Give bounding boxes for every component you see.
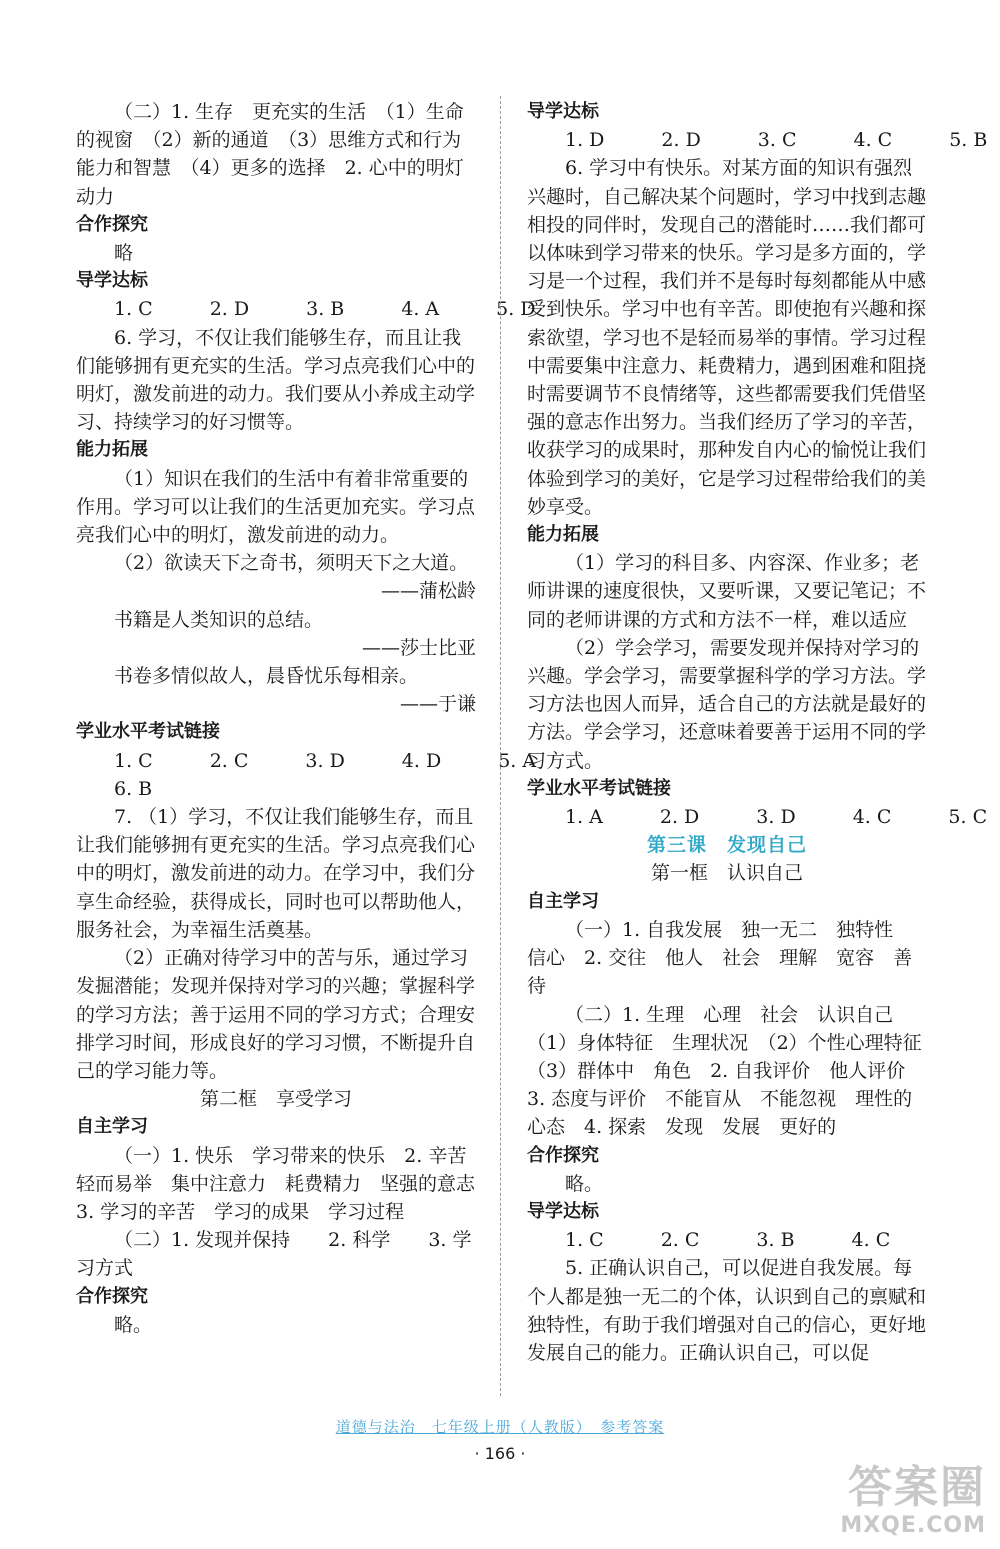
section-heading: 导学达标	[527, 101, 599, 122]
answer-paragraph: 书籍是人类知识的总结。	[114, 608, 324, 631]
answer-paragraph: （2）学会学习，需要发现并保持对学习的兴趣。学会学习，需要掌握科学的学习方法。学习方法也因人而异，适合自己的方法就是最好的方法。学会学习，还意味着要善于运用不同的学习方式。	[527, 636, 927, 772]
answer-paragraph: ——于谦	[399, 693, 476, 716]
answer-paragraph: 1. A 2. D 3. D 4. C 5. C	[565, 806, 988, 829]
answer-paragraph: （一）1. 自我发展 独一无二 独特性 信心 2. 交往 他人 社会 理解 宽容 善待	[527, 918, 913, 998]
answer-paragraph: （2）欲读天下之奇书，须明天下之大道。	[114, 552, 469, 575]
answer-paragraph: （1）学习的科目多、内容深、作业多；老师讲课的速度很快，又要听课，又要记笔记；不同的老师讲课的方式和方法不一样，难以适应	[527, 552, 927, 631]
answer-paragraph: 1. C 2. D 3. B 4. A 5. D	[114, 298, 536, 321]
footer	[0, 1416, 1000, 1437]
section-heading: 合作探究	[76, 1285, 148, 1307]
answer-paragraph: （1）知识在我们的生活中有着非常重要的作用。学习可以让我们的生活更加充实。学习点亮我们心中的明灯，激发前进的动力。	[76, 467, 476, 547]
answer-paragraph: 略。	[565, 1172, 604, 1195]
section-heading: 导学达标	[76, 270, 148, 292]
lesson-title: 第三课 发现自己	[646, 834, 807, 857]
section-heading: 能力拓展	[527, 524, 599, 546]
answer-paragraph: 6. 学习，不仅让我们能够生存，而且让我们能够拥有更充实的生活。学习点亮我们心中的明灯，激发前进的动力。我们要从小养成主动学习、持续学习的好习惯等。	[76, 326, 476, 434]
answer-paragraph: （二）1. 生存 更充实的生活 （1）生命的视窗 （2）新的通道 （3）思维方式和行为 能力和智慧 （4）更多的选择 2. 心中的明灯 动力	[76, 101, 483, 208]
answer-paragraph: 略	[114, 242, 134, 265]
answer-paragraph: 1. C 2. C 3. B 4. C	[565, 1229, 891, 1252]
section-heading: 导学达标	[527, 1200, 599, 1222]
section-heading: 学业水平考试链接	[527, 777, 671, 799]
section-heading: 自主学习	[527, 890, 599, 912]
footer-book-title: 道德与法治 七年级上册（人教版） 参考答案	[335, 1418, 665, 1436]
section-heading: 学业水平考试链接	[76, 721, 220, 743]
answer-paragraph: ——莎士比亚	[361, 636, 476, 659]
left-column	[76, 98, 537, 1339]
answer-paragraph: 5. 正确认识自己，可以促进自我发展。每个人都是独一无二的个体，认识到自己的禀赋和独特性，有助于我们增强对自己的信心，更好地发展自己的能力。正确认识自己，可以促	[527, 1257, 927, 1364]
watermark-line2: MXQE.COM	[840, 1513, 986, 1538]
section-subtitle: 第二框 享受学习	[199, 1088, 352, 1111]
answer-paragraph: 略。	[114, 1313, 153, 1336]
watermark-logo	[840, 1463, 986, 1539]
section-heading: 合作探究	[76, 213, 148, 235]
answer-paragraph: （一）1. 快乐 学习带来的快乐 2. 辛苦 轻而易举 集中注意力 耗费精力 坚强的意志 3. 学习的辛苦 学习的成果 学习过程	[76, 1144, 495, 1223]
answer-paragraph: （二）1. 发现并保持 2. 科学 3. 学习方式	[76, 1229, 472, 1280]
answer-paragraph: 6. 学习中有快乐。对某方面的知识有强烈兴趣时，自己解决某个问题时，学习中找到志趣相投的同伴时，发现自己的潜能时……我们都可以体味到学习带来的快乐。学习是多方面的，学习是一个过程，我们并不是每时每刻都能从中感受到快乐。学习中也有辛苦。即使抱有兴趣和探索欲望，学习也不是轻而易举的事情。学习过程中需要集中注意力、耗费精力，遇到困难和阻挠时需要调节不良情绪等，这些都需要我们凭借坚强的意志作出努力。当我们经历了学习的辛苦，收获学习的成果时，那种发自内心的愉悦让我们体验到学习的美好，它是学习过程带给我们的美妙享受。	[527, 157, 927, 518]
column-divider	[500, 96, 501, 1396]
answer-paragraph: ——蒲松龄	[380, 580, 476, 603]
watermark-line1: 答案圈	[848, 1462, 986, 1513]
answer-paragraph: 1. C 2. C 3. D 4. D 5. A	[114, 749, 537, 772]
answer-paragraph: （2）正确对待学习中的苦与乐，通过学习发掘潜能；发现并保持对学习的兴趣；掌握科学的学习方法；善于运用不同的学习方式；合理安排学习时间，形成良好的学习习惯，不断提升自己的学习能力等。	[76, 947, 476, 1082]
section-heading: 合作探究	[527, 1144, 599, 1166]
answer-paragraph: 1. D 2. D 3. C 4. C 5. B	[565, 129, 988, 152]
answer-paragraph: 7. （1）学习，不仅让我们能够生存，而且让我们能够拥有更充实的生活。学习点亮我们心中的明灯，激发前进的动力。在学习中，我们分享生命经验，获得成长，同时也可以帮助他人，服务社会，为幸福生活奠基。	[76, 806, 476, 941]
answer-paragraph: 书卷多情似故人，晨昏忧乐每相亲。	[114, 665, 419, 688]
section-subtitle: 第一框 认识自己	[650, 862, 803, 885]
answer-paragraph: 6. B	[114, 777, 153, 800]
right-column	[527, 98, 988, 1367]
section-heading: 能力拓展	[76, 439, 148, 461]
page-number: · 166 ·	[474, 1444, 526, 1463]
answer-paragraph: （二）1. 生理 心理 社会 认识自己（1）身体特征 生理状况 （2）个性心理特征 （3）群体中 角色 2. 自我评价 他人评价 3. 态度与评价 不能盲从 不能忽视 理性的心态 4. 探索 发现 发展 更好的	[527, 1003, 941, 1139]
section-heading: 自主学习	[76, 1116, 148, 1138]
